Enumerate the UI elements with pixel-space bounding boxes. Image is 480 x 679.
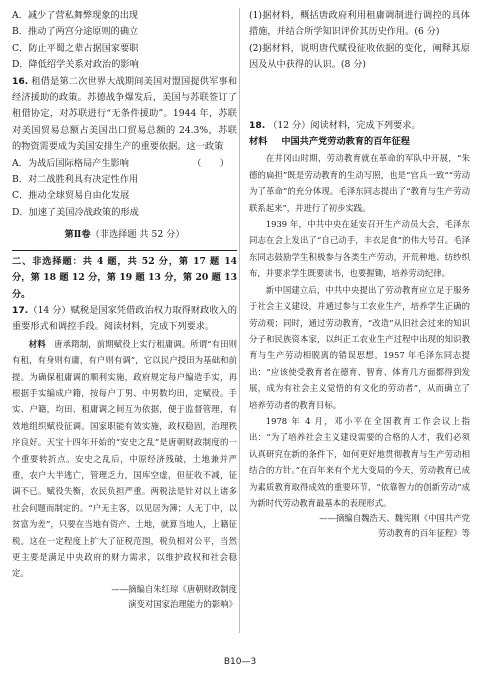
left-column <box>12 8 237 612</box>
q15-option-d: D．降低绍学关系对政治的影响 <box>12 59 139 71</box>
q18-material-title: 中国共产党劳动教育的百年征程 <box>281 136 410 148</box>
q18-paragraph-1: 在井冈山时期，劳动教育就在革命的军队中开展，“朱德的扁担”既是劳动教育的生动写照，也是“官兵一致”“劳动为了革命”的充分体现。毛泽东同志提出了“教育与生产劳动联系起来”，并进行了初步实践。 <box>249 153 470 213</box>
q17-source-line-1: ——摘编自朱红琼《唐朝财政制度 <box>111 583 237 594</box>
section-ii-title <box>12 227 237 243</box>
q17-material <box>12 336 237 582</box>
q16-answer-blank: （ ） <box>192 157 229 169</box>
q17-task-2: (2)据材料，说明唐代赋役征收依据的变化，阐释其原因及从中获得的认识。(8 分) <box>249 42 470 71</box>
q18-number: 18. <box>249 119 266 131</box>
q15-option-a: A．减少了营私舞弊现象的出现 <box>12 10 139 21</box>
q18-text: （12 分）阅读材料，完成下列要求。 <box>268 119 421 131</box>
q18-paragraph-2: 1939 年，中共中央在延安召开生产动员大会，毛泽东同志在会上发出了“自己动手，丰衣足食”的伟大号召。毛泽东同志鼓励学生积极参与各类生产劳动，开荒种地、纺纱织布，并要求学生既要读书，也要握锄，培养劳动纪律。 <box>249 219 470 279</box>
q18-material-label: 材料 <box>249 136 268 148</box>
column-divider <box>239 8 240 633</box>
spacer <box>249 74 470 96</box>
q18-stem <box>249 118 470 134</box>
q17-task-1: (1)据材料，概括唐政府利用租庸调制进行调控的具体措施，并结合所学知识评价其历史作用。(6 分) <box>249 10 470 38</box>
q16-option-d: D．加速了美国冷战政策的形成 <box>12 206 139 218</box>
q16-option-c: C．推动全球贸易自由化发展 <box>12 190 130 202</box>
page-footer: B10—3 <box>223 657 257 667</box>
q17-number: 17. <box>12 304 29 316</box>
q16-option-a: A．为战后国际格局产生影响 <box>12 157 129 169</box>
q18-paragraph-3: 新中国建立后，中共中央提出了劳动教育应立足于服务于社会主义建设，并通过参与工农业生产，培养学生正确的劳动观；同时，通过劳动教育，“改造”从旧社会过来的知识分子和民族资本家，以纠正工农业生产过程中出现的知识教育与生产劳动相脱离的错误思想。1957 年毛泽东同志提出：“应该使受教育者在德育、智育、体育几方面都得到发展，成为有社会主义觉悟的有文化的劳动者”，从而确立了培养劳动者的教育目标。 <box>249 284 470 410</box>
q18-material-heading <box>249 134 470 150</box>
q18-paragraph-4: 1978 年 4 月，邓小平在全国教育工作会议上指出：“为了培养社会主义建设需要的合格的人才，我们必须认真研究在新的条件下，如何更好地贯彻教育与生产劳动相结合的方针。”在百年来有个尤大变局的今天，劳动教育已成为素质教育取得成效的重要环节，“依靠智力的创新劳动”成为新时代劳动教育最基本的表现形式。 <box>249 415 470 508</box>
section-ii-heading: 二、非选择题：共 4 题，共 52 分，第 17 题 14 分，第 18 题 12 分，第 19 题 13 分，第 20 题 13 分。 <box>12 255 237 300</box>
q17-text: （14 分）赋税是国家凭借政治权力取得财政收入的重要形式和调控手段。阅读材料，完成下列要求。 <box>12 304 237 333</box>
spacer <box>249 96 470 118</box>
q17-material-text: 唐承隋制，前期赋役上实行租庸调。所谓“有田则有租，有身则有庸，有户则有调”，它以民户授田为基础和前提。为确保租庸调的顺利实施，政府规定每户编造手实，再根据手实编成户籍，按每户丁男、中男数均田，定赋役。手实、户籍，均田、租庸调之间互为依据，便于监督管理，有效地组织赋役征调。国家职能有效实施，政权稳固，治理秩序良好。天宝十四年开始的“安史之乱”是唐朝财政制度的一个重要转折点。安史之乱后，中原经济残破，土地兼并严重，农户大半逃亡，管理乏力，国库空虚，但征收不减，征调不已。赋役失衡，农民负担严重。两税法是针对以上诸多社会问题而制定的。“户无主客，以见居为簿；人无丁中，以贫富为差”，只要在当地有资产、土地，就算当地人，上籍征税。这在一定程度上扩大了征税范围，税负相对公平，当然更主要是满足中央政府的财力需求，以维护政权和社会稳定。 <box>12 338 238 579</box>
q15-option-b: B．推动了两宫分途原则的确立 <box>12 26 139 38</box>
q16-option-b: B．对二战胜利具有决定性作用 <box>12 174 139 186</box>
section-ii-subtitle: （非选择题 共 52 分） <box>90 229 185 241</box>
q18-source-line-2: 劳动教育的百年征程》等 <box>377 528 470 539</box>
q16-number: 16. <box>12 75 29 87</box>
section-ii-label: 第Ⅱ卷 <box>64 229 91 241</box>
q17-source-line-2: 演变对国家治理能力的影响》 <box>128 598 237 609</box>
section-rule <box>12 250 237 251</box>
right-column <box>249 8 470 541</box>
q17-stem <box>12 303 237 336</box>
q18-source-line-1: ——摘编自魏浩天、魏宪刚《中国共产党 <box>319 513 470 524</box>
q16-text: 租借是第二次世界大战期间美国对盟国提供军事和经济援助的政策。苏德战争爆发后，美国与苏联签订了租借协定，对苏联进行“无条件援助”。1944 年，苏联对美国贸易总额占美国出口贸易总额的 24.3%，苏联的物资需要成为美国安排生产的重要依据。这一政策 <box>12 75 238 153</box>
q17-material-label: 材料 <box>28 338 46 349</box>
q15-option-c: C．防止平蜀之辈占据国家要职 <box>12 42 139 54</box>
